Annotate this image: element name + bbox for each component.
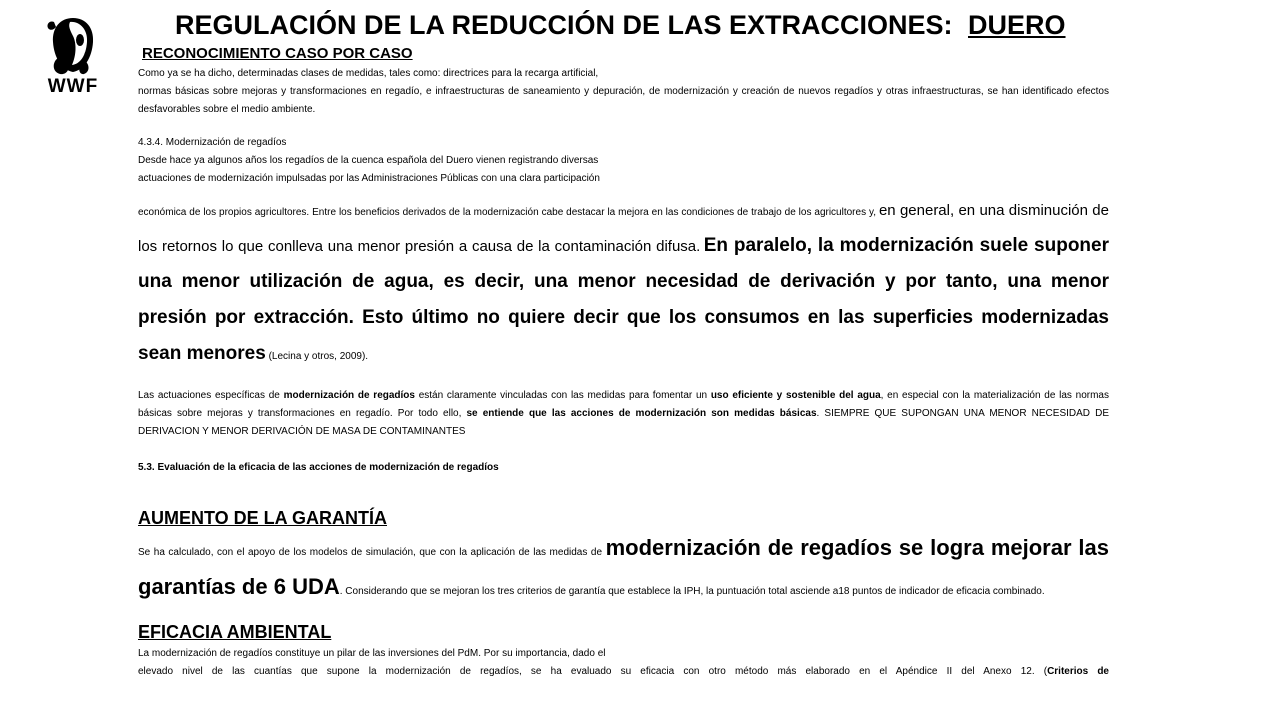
page-title [175,7,1075,43]
section-434-heading: 4.3.4. Modernización de regadíos [138,137,287,148]
section-434-line-1: Desde hace ya algunos años los regadíos de la cuenca española del Duero vienen registrando diversas [138,155,599,166]
intro-paragraph: normas básicas sobre mejoras y transformaciones en regadío, e infraestructuras de saneamiento y depuración, de modernización y creación de nuevos regadíos y otras infraestructuras, se han identificado efectos desfavorables sobre el medio ambiente. [138,86,1109,115]
actuaciones-text-1: Las actuaciones específicas de [138,390,284,401]
eficacia-line-1: La modernización de regadíos constituye un pilar de las inversiones del PdM. Por su importancia, dado el [138,648,606,659]
intro-line-1: Como ya se ha dicho, determinadas clases de medidas, tales como: directrices para la recarga artificial, [138,68,599,79]
actuaciones-bold-1: modernización de regadíos [283,390,415,401]
actuaciones-text-3: , en especial con la materialización de las normas básicas sobre mejoras y transformaciones en regadío. Por todo ello, [138,390,1109,419]
actuaciones-text-2: están claramente vinculadas con las medidas para fomentar un [414,390,711,401]
eficacia-heading: EFICACIA AMBIENTAL [138,622,332,642]
wwf-wordmark: WWF [47,76,99,97]
garantia-small-2: . Considerando que se mejoran los tres criterios de garantía que establece la IPH, la puntuación total asciende a18 puntos de indicador de eficacia combinado. [339,586,1045,597]
actuaciones-text-4: . SIEMPRE QUE SUPONGAN UNA MENOR NECESIDAD DE DERIVACION Y MENOR DERIVACIÓN DE MASA DE CONTAMINANTES [138,408,1110,437]
subtitle: RECONOCIMIENTO CASO POR CASO [142,45,413,62]
panda-icon [40,12,106,78]
slide-content [138,43,1109,681]
modernization-paragraph [138,194,1109,373]
wwf-logo [40,12,106,98]
actuaciones-bold-3: se entiende que las acciones de modernización son medidas básicas [466,408,817,419]
eficacia-line-2 [138,663,1109,681]
modernization-small-text: económica de los propios agricultores. Entre los beneficios derivados de la modernización cabe destacar la mejora en las condiciones de trabajo de los agricultores y, [138,207,877,218]
modernization-citation: (Lecina y otros, 2009). [268,351,369,362]
section-53-heading: 5.3. Evaluación de la eficacia de las acciones de modernización de regadíos [138,462,499,473]
title-text: REGULACIÓN DE LA REDUCCIÓN DE LAS EXTRACCIONES: [175,10,953,40]
garantia-paragraph [138,531,1109,609]
modernization-bold-text: En paralelo, la modernización suele suponer una menor utilización de agua, es decir, una menor necesidad de derivación y por tanto, una menor presión por extracción. Esto último no quiere decir que los consumos en las superficies modernizadas sean menores [138,235,1109,364]
actuaciones-bold-2: uso eficiente y sostenible del agua [710,390,881,401]
modernization-mid-text: en general, en una disminución de los retornos lo que conlleva una menor presión a causa de la contaminación difusa. [138,202,1109,255]
eficacia-line-2-text: elevado nivel de las cuantías que supone la modernización de regadíos, se ha evaluado su eficacia con otro método más elaborado en el Apéndice II del Anexo 12. ( [138,666,1048,677]
section-434-line-2: actuaciones de modernización impulsadas por las Administraciones Públicas con una clara participación [138,173,600,184]
actuaciones-paragraph [138,387,1109,441]
garantia-big-text: modernización de regadíos se logra mejorar las garantías de 6 UDA [138,535,1109,599]
eficacia-line-2-bold: Criterios de [1047,666,1109,677]
garantia-heading: AUMENTO DE LA GARANTÍA [138,508,387,528]
garantia-small-1: Se ha calculado, con el apoyo de los modelos de simulación, que con la aplicación de las medidas de [138,547,603,558]
title-region: DUERO [968,10,1066,40]
